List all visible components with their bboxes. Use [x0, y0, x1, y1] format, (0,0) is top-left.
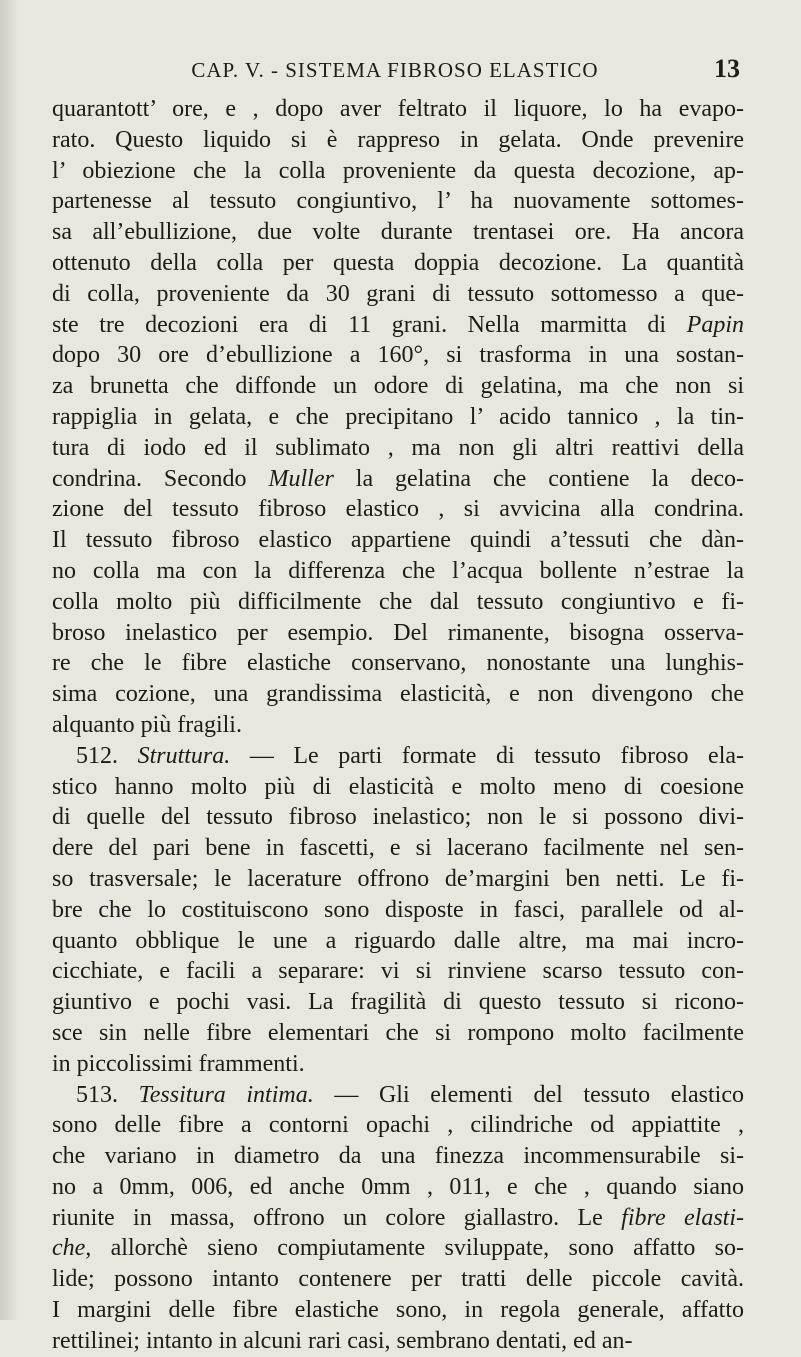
text-line: [52, 618, 744, 649]
text-segment: la gelatina che contiene la deco-: [333, 465, 744, 492]
text-line: [52, 741, 744, 772]
text-line: [52, 802, 744, 833]
text-segment: ste tre decozioni era di 11 grani. Nella marmitta di: [52, 311, 687, 338]
text-line: [52, 248, 744, 279]
page-number: 13: [714, 54, 740, 83]
text-line: [52, 125, 744, 156]
text-segment: quarantott’ ore, e , dopo aver feltrato il liquore, lo ha evapo-: [52, 96, 744, 122]
italic-text: che,: [52, 1235, 92, 1262]
text-line: [52, 1326, 744, 1357]
text-segment: Il tessuto fibroso elastico appartiene quindi a’tessuti che dàn-: [52, 527, 744, 554]
text-line: [52, 402, 744, 433]
text-line: [52, 864, 744, 895]
text-segment: 512.: [76, 742, 138, 769]
text-line: [52, 1080, 744, 1111]
running-head: [50, 54, 740, 92]
text-segment: no a 0mm, 006, ed anche 0mm , 011, e che , quando siano: [52, 1173, 744, 1200]
text-line: [52, 310, 744, 341]
italic-text: Struttura.: [137, 742, 231, 769]
text-segment: quanto obblique le une a riguardo dalle altre, ma mai incro-: [52, 927, 744, 954]
text-segment: dopo 30 ore d’ebullizione a 160°, si trasforma in una sostan-: [52, 342, 744, 369]
text-line: [52, 926, 744, 957]
text-line: [52, 1141, 744, 1172]
text-segment: sce sin nelle fibre elementari che si rompono molto facilmente: [52, 1019, 744, 1046]
text-line: [52, 895, 744, 926]
text-line: [52, 956, 744, 987]
text-segment: allorchè sieno compiutamente sviluppate, sono affatto so-: [91, 1235, 744, 1262]
text-segment: zione del tessuto fibroso elastico , si avvicina alla condrina.: [52, 496, 744, 523]
text-line: [52, 648, 744, 679]
text-segment: l’ obiezione che la colla proveniente da questa decozione, ap-: [52, 157, 744, 184]
text-segment: condrina. Secondo: [52, 465, 269, 492]
text-segment: sima cozione, una grandissima elasticità, e non divengono che: [52, 681, 744, 708]
text-segment: rappiglia in gelata, e che precipitano l’ acido tannico , la tin-: [52, 403, 744, 430]
text-segment: broso inelastico per esempio. Del rimanente, bisogna osserva-: [52, 619, 744, 646]
text-line: [52, 1172, 744, 1203]
text-segment: I margini delle fibre elastiche sono, in regola generale, affatto: [52, 1297, 744, 1324]
text-line: [52, 1018, 744, 1049]
text-segment: no colla ma con la differenza che l’acqua bollente n’estrae la: [52, 557, 744, 584]
text-line: [52, 494, 744, 525]
text-segment: ottenuto della colla per questa doppia decozione. La quantità: [52, 249, 744, 276]
text-segment: 513.: [76, 1081, 139, 1108]
text-line: [52, 1295, 744, 1326]
text-segment: dere del pari bene in fascetti, e si lacerano facilmente nel sen-: [52, 835, 744, 862]
text-line: [52, 556, 744, 587]
text-segment: tura di iodo ed il sublimato , ma non gli altri reattivi della: [52, 434, 744, 461]
text-segment: sa all’ebullizione, due volte durante trentasei ore. Ha ancora: [52, 219, 744, 246]
text-segment: in piccolissimi frammenti.: [52, 1050, 305, 1077]
text-segment: za brunetta che diffonde un odore di gelatina, ma che non si: [52, 373, 744, 400]
text-segment: alquanto più fragili.: [52, 711, 242, 738]
italic-text: Tessitura intima.: [138, 1081, 314, 1108]
text-line: [52, 433, 744, 464]
text-segment: colla molto più difficilmente che dal tessuto congiuntivo e fi-: [52, 588, 744, 615]
text-line: [52, 1264, 744, 1295]
text-line: [52, 156, 744, 187]
text-segment: cicchiate, e facili a separare: vi si rinviene scarso tessuto con-: [52, 958, 744, 985]
text-segment: re che le fibre elastiche conservano, nonostante una lunghis-: [52, 650, 744, 677]
text-segment: — Gli elementi del tessuto elastico: [313, 1081, 744, 1108]
body-text: [52, 94, 744, 1357]
text-segment: stico hanno molto più di elasticità e molto meno di coesione: [52, 773, 744, 800]
running-title: CAP. V. - SISTEMA FIBROSO ELASTICO: [191, 58, 599, 82]
text-segment: — Le parti formate di tessuto fibroso ela-: [230, 742, 745, 769]
text-line: [52, 94, 744, 125]
text-line: [52, 587, 744, 618]
text-segment: di colla, proveniente da 30 grani di tessuto sottomesso a que-: [52, 280, 744, 307]
text-line: [52, 833, 744, 864]
text-line: [52, 217, 744, 248]
italic-text: Papin: [686, 311, 744, 338]
text-segment: so trasversale; le lacerature offrono de’margini ben netti. Le fi-: [52, 865, 744, 892]
text-line: [52, 371, 744, 402]
text-segment: giuntivo e pochi vasi. La fragilità di questo tessuto si ricono-: [52, 989, 744, 1016]
text-line: [52, 525, 744, 556]
text-segment: rato. Questo liquido si è rappreso in gelata. Onde prevenire: [52, 126, 744, 153]
text-segment: riunite in massa, offrono un colore giallastro. Le: [52, 1204, 622, 1231]
text-segment: che variano in diametro da una finezza incommensurabile si-: [52, 1143, 744, 1170]
text-line: [52, 1110, 744, 1141]
text-line: [52, 1203, 744, 1234]
text-segment: partenesse al tessuto congiuntivo, l’ ha nuovamente sottomes-: [52, 188, 744, 215]
text-segment: sono delle fibre a contorni opachi , cilindriche od appiattite ,: [52, 1112, 744, 1139]
text-line: [52, 340, 744, 371]
text-segment: bre che lo costituiscono sono disposte in fasci, parallele od al-: [52, 896, 744, 923]
text-line: [52, 1049, 744, 1080]
text-line: [52, 772, 744, 803]
text-line: [52, 1233, 744, 1264]
italic-text: fibre elasti-: [621, 1204, 744, 1231]
text-line: [52, 186, 744, 217]
italic-text: Muller: [268, 465, 334, 492]
text-line: [52, 710, 744, 741]
text-segment: di quelle del tessuto fibroso inelastico; non le si possono divi-: [52, 804, 744, 831]
text-line: [52, 464, 744, 495]
text-line: [52, 987, 744, 1018]
text-segment: rettilinei; intanto in alcuni rari casi, sembrano dentati, ed an-: [52, 1327, 633, 1354]
text-segment: lide; possono intanto contenere per tratti delle piccole cavità.: [52, 1266, 744, 1293]
text-line: [52, 279, 744, 310]
page-edge-shadow: [0, 0, 18, 1320]
text-line: [52, 679, 744, 710]
